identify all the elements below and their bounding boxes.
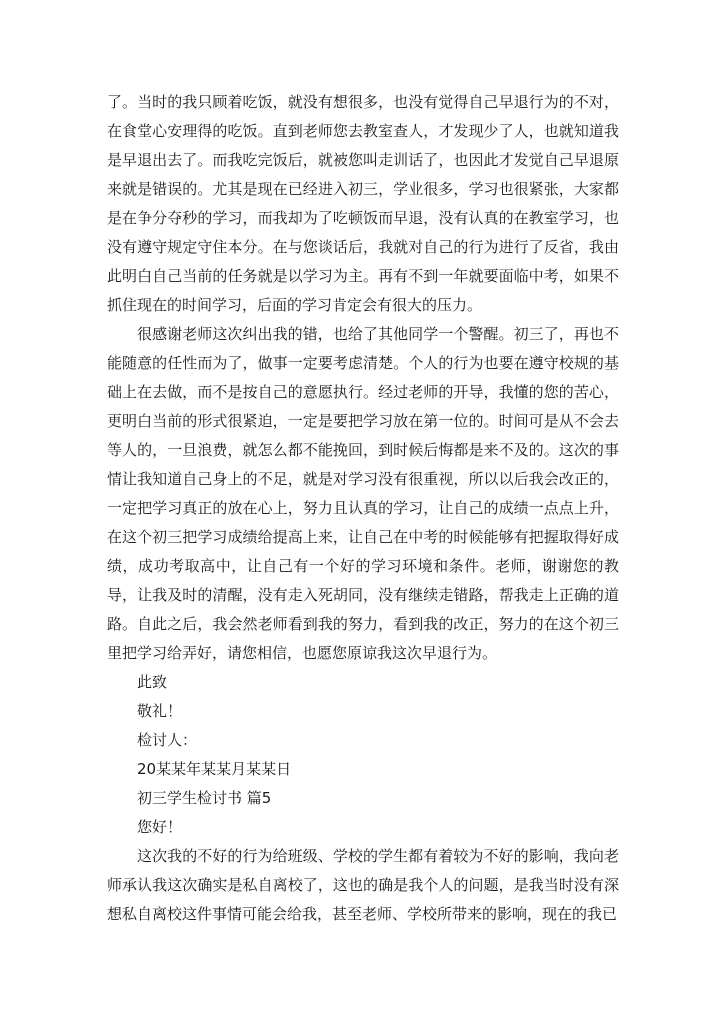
paragraph-continuation: 了。当时的我只顾着吃饭，就没有想很多，也没有觉得自己早退行为的不对，在食堂心安理得的吃饭。直到老师您去教室查人，才发现少了人，也就知道我是早退出去了。而我吃完饭后，就被您叫走训话了，也因此才发觉自己早退原来就是错误的。尤其是现在已经进入初三，学业很多，学习也很紧张，大家都是在争分夺秒的学习，而我却为了吃顿饭而早退，没有认真的在教室学习，也没有遵守规定守住本分。在与您谈话后，我就对自己的行为进行了反省，我由此明白自己当前的任务就是以学习为主。再有不到一年就要面临中考，如果不抓住现在的时间学习，后面的学习肯定会有很大的压力。 [107,93,619,314]
closing-date: 20某某年某某月某某日 [137,760,292,778]
closing-salutation: 此致 [137,673,168,691]
closing-signer: 检讨人： [137,731,198,749]
document-body [107,88,619,929]
section-title: 初三学生检讨书 篇5 [137,789,272,807]
closing-respect: 敬礼！ [137,702,183,720]
greeting: 您好！ [137,818,183,836]
paragraph-final: 这次我的不好的行为给班级、学校的学生都有着较为不好的影响，我向老师承认我这次确实是私自离校了，这也的确是我个人的问题，是我当时没有深想私自离校这件事情可能会给我，甚至老师、学校所带来的影响，现在的我已 [107,847,619,923]
paragraph-thanks: 很感谢老师这次纠出我的错，也给了其他同学一个警醒。初三了，再也不能随意的任性而为了，做事一定要考虑清楚。个人的行为也要在遵守校规的基础上在去做，而不是按自己的意愿执行。经过老师的开导，我懂的您的苦心，更明白当前的形式很紧迫，一定是要把学习放在第一位的。时间可是从不会去等人的，一旦浪费，就怎么都不能挽回，到时候后悔都是来不及的。这次的事情让我知道自己身上的不足，就是对学习没有很重视，所以以后我会改正的，一定把学习真正的放在心上，努力且认真的学习，让自己的成绩一点点上升，在这个初三把学习成绩给提高上来，让自己在中考的时候能够有把握取得好成绩，成功考取高中，让自己有一个好的学习环境和条件。老师，谢谢您的教导，让我及时的清醒，没有走入死胡同，没有继续走错路，帮我走上正确的道路。自此之后，我会然老师看到我的努力，看到我的改正，努力的在这个初三里把学习给弄好，请您相信，也愿您原谅我这次早退行为。 [107,325,619,662]
